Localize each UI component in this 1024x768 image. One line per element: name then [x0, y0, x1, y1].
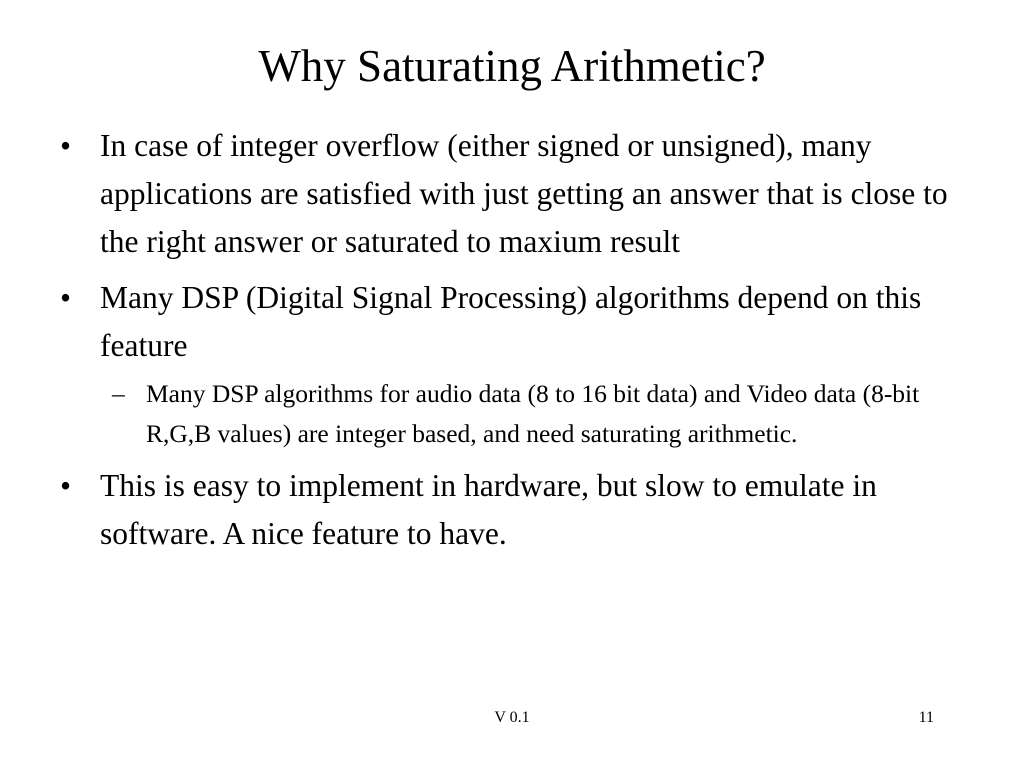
sub-bullet-text: Many DSP algorithms for audio data (8 to 16 bit data) and Video data (8-bit R,G,B values) are integer based, and need saturating arithmetic. — [146, 379, 920, 448]
bullet-text: Many DSP (Digital Signal Processing) algorithms depend on this feature — [100, 280, 922, 363]
bullet-text: In case of integer overflow (either signed or unsigned), many applications are satisfied with just getting an answer that is close to the right answer or saturated to maxium result — [100, 128, 948, 259]
bullet-marker: • — [60, 280, 72, 315]
bullet-marker: • — [60, 468, 72, 503]
sub-bullet-marker: – — [112, 379, 125, 408]
bullet-item — [56, 122, 956, 266]
bullet-text: This is easy to implement in hardware, but slow to emulate in software. A nice feature to have. — [100, 468, 877, 551]
bullet-item — [56, 462, 956, 558]
sub-bullet-item — [56, 374, 956, 454]
footer-version: V 0.1 — [494, 709, 530, 726]
bullet-item — [56, 274, 956, 370]
footer-page-number: 11 — [918, 709, 934, 726]
slide-body — [56, 122, 956, 566]
bullet-marker: • — [60, 128, 72, 163]
slide-title: Why Saturating Arithmetic? — [258, 41, 766, 91]
